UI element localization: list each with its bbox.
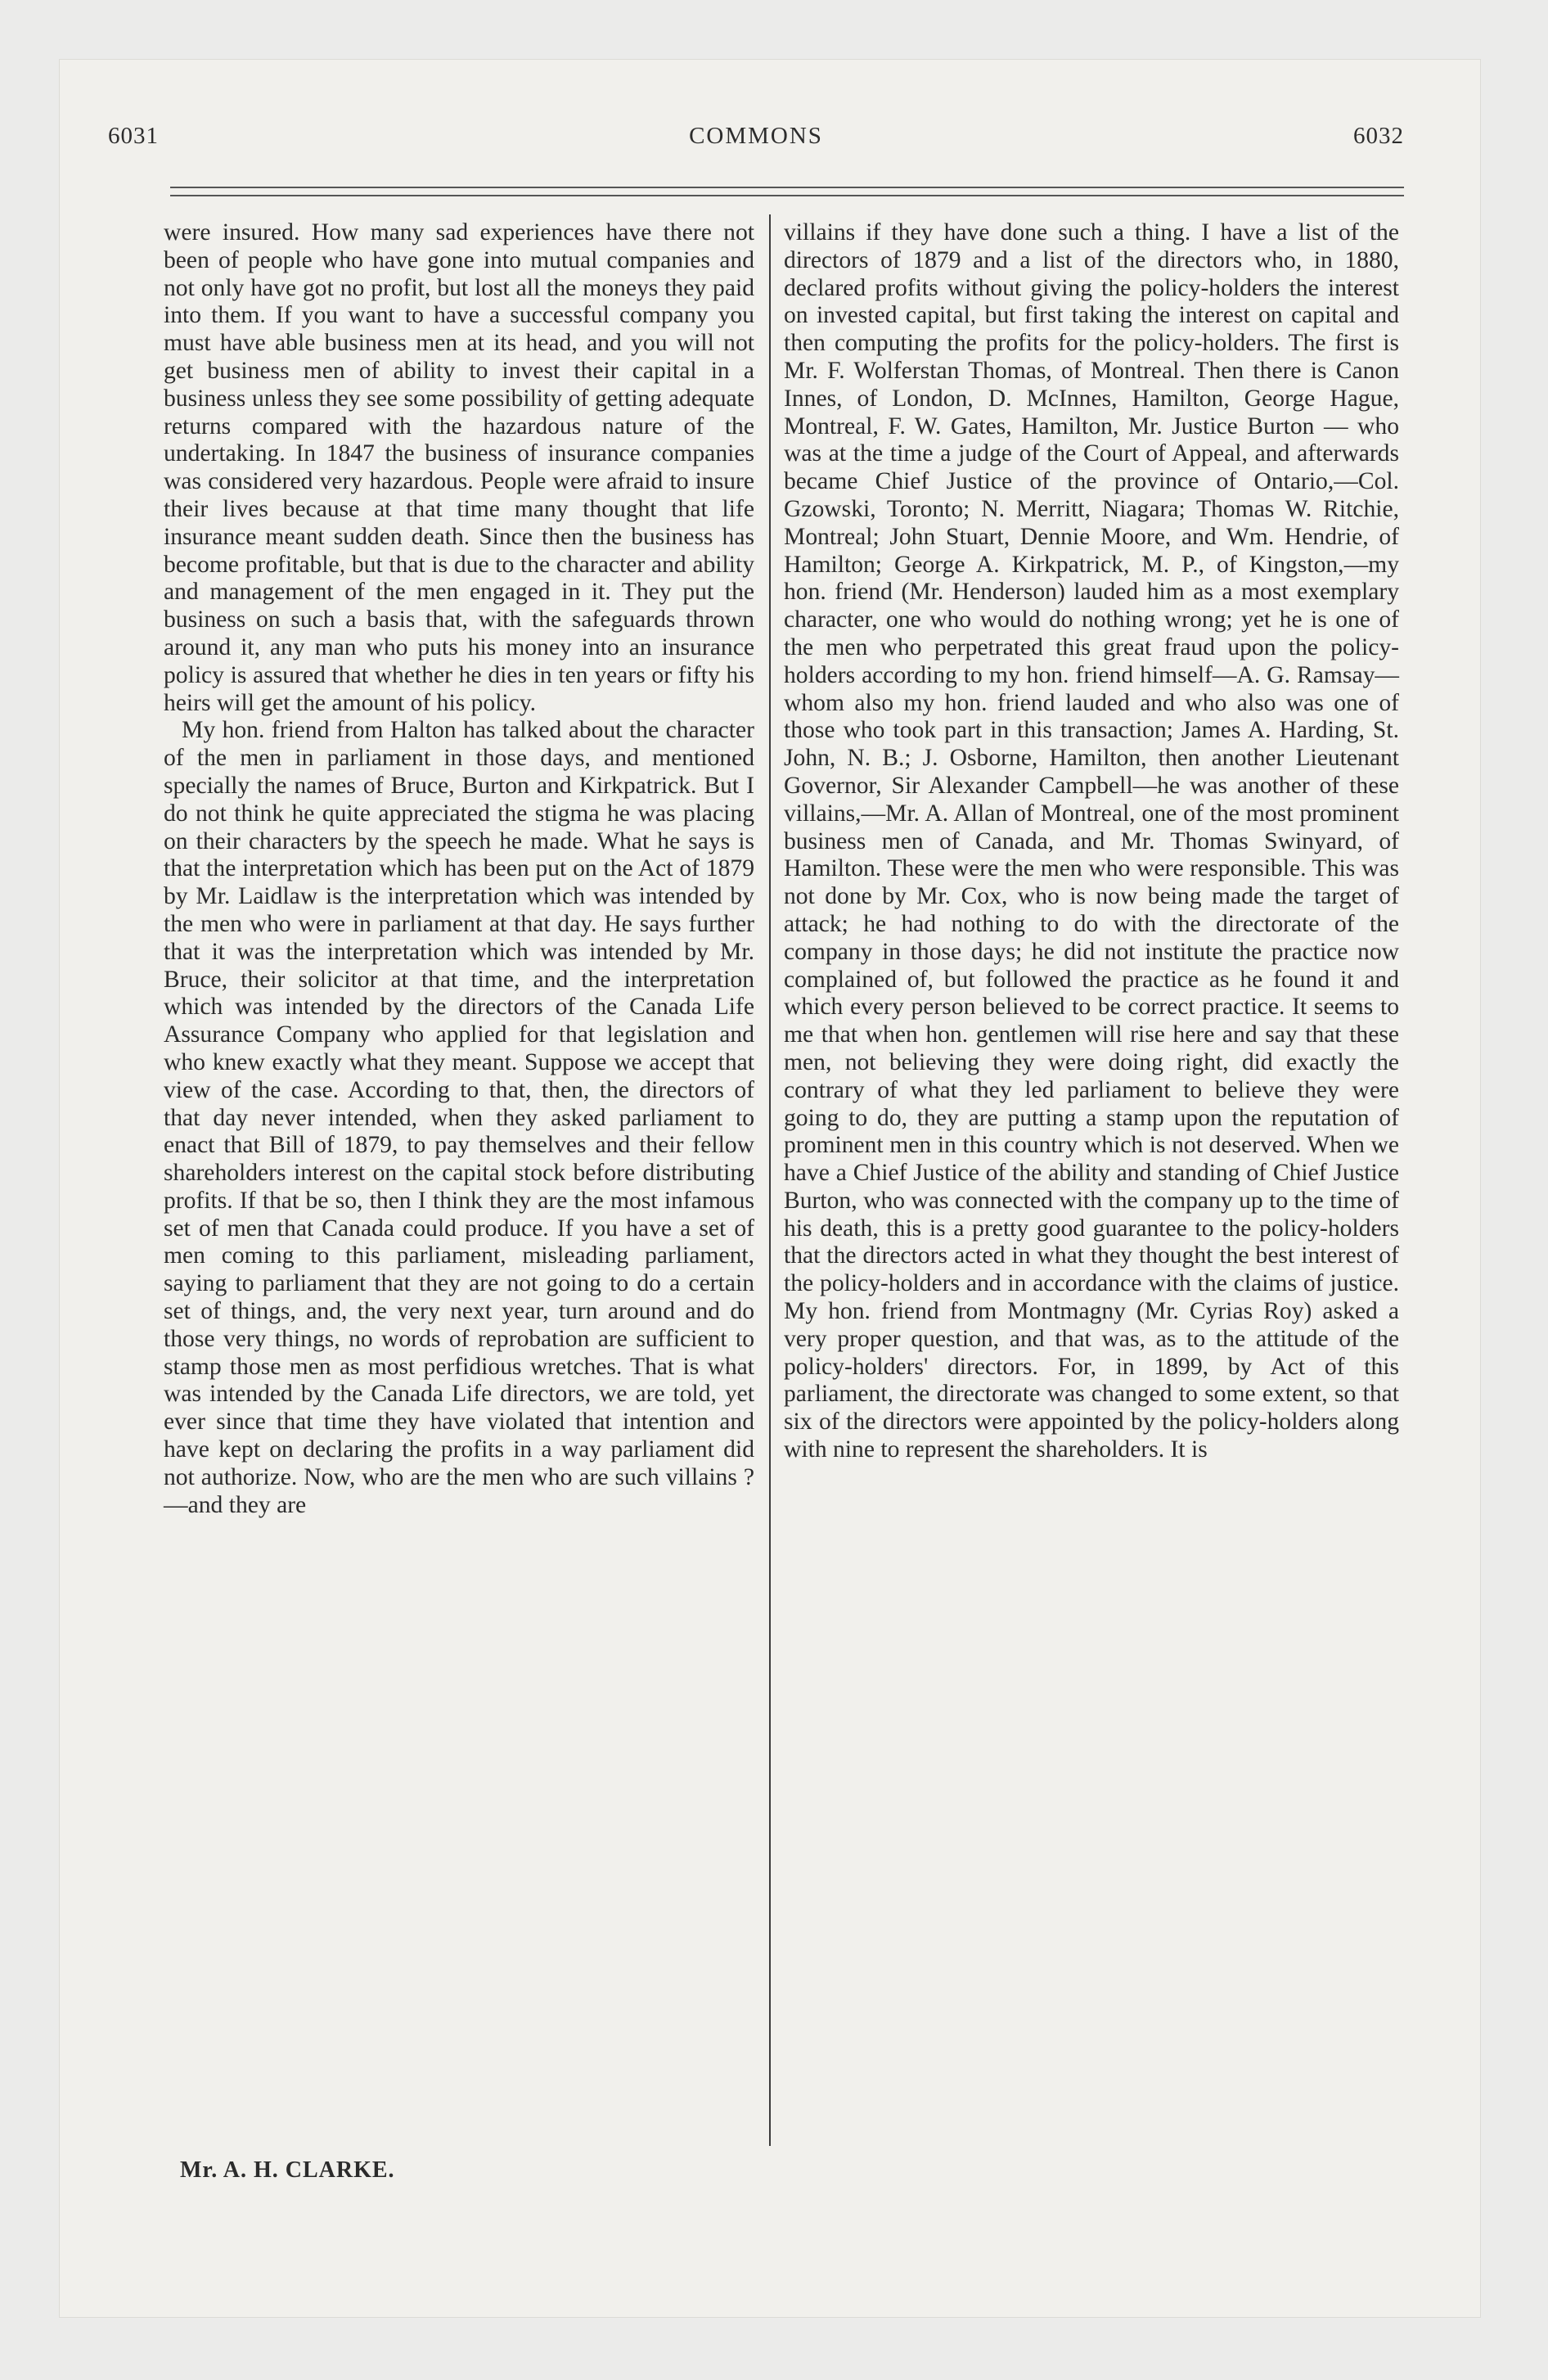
header-rule-bottom <box>170 195 1404 196</box>
header-rule-top <box>170 187 1404 188</box>
running-title: COMMONS <box>689 123 823 149</box>
right-paragraph-1: villains if they have done such a thing. I have a list of the directors of 1879 and a list of the directors who, in 1880, declared profits without giving the policy-holders the interest on invested capital, but first taking the interest on capital and then computing the profits for the policy-holders. The first is Mr. F. Wolferstan Thomas, of Montreal. Then there is Canon Innes, of London, D. McInnes, Hamilton, George Hague, Montreal, F. W. Gates, Hamilton, Mr. Justice Burton — who was at the time a judge of the Court of Appeal, and afterwards became Chief Justice of the province of Ontario,—Col. Gzowski, Toronto; N. Merritt, Niagara; Thomas W. Ritchie, Montreal; John Stuart, Dennie Moore, and Wm. Hendrie, of Hamilton; George A. Kirkpatrick, M. P., of Kingston,—my hon. friend (Mr. Henderson) lauded him as a most exemplary character, one who would do nothing wrong; yet he is one of the men who perpetrated this great fraud upon the policy-holders according to my hon. friend himself—A. G. Ramsay—whom also my hon. friend lauded and who also was one of those who took part in this transaction; James A. Harding, St. John, N. B.; J. Osborne, Hamilton, then another Lieutenant Governor, Sir Alexander Campbell—he was another of these villains,—Mr. A. Allan of Montreal, one of the most prominent business men of Canada, and Mr. Thomas Swinyard, of Hamilton. These were the men who were responsible. This was not done by Mr. Cox, who is now being made the target of attack; he had nothing to do with the directorate of the company in those days; he did not institute the practice now complained of, but followed the practice as he found it and which every person believed to be correct practice. It seems to me that when hon. gentlemen will rise here and say that these men, not believing they were doing right, did exactly the contrary of what they led parliament to believe they were going to do, they are putting a stamp upon the reputation of prominent men in this country which is not deserved. When we have a Chief Justice of the ability and standing of Chief Justice Burton, who was connected with the company up to the time of his death, this is a pretty good guarantee to the policy-holders that the directors acted in what they thought the best interest of the policy-holders and in accordance with the claims of justice. My hon. friend from Montmagny (Mr. Cyrias Roy) asked a very proper question, and that was, as to the attitude of the policy-holders' directors. For, in 1899, by Act of this parliament, the directorate was changed to some extent, so that six of the directors were appointed by the policy-holders along with nine to represent the shareholders. It is <box>784 219 1399 1463</box>
page-header <box>108 123 1404 164</box>
left-column <box>164 219 754 1519</box>
left-paragraph-2: My hon. friend from Halton has talked about the character of the men in parliament in those days, and mentioned specially the names of Bruce, Burton and Kirkpatrick. But I do not think he quite appreciated the stigma he was placing on their characters by the speech he made. What he says is that the interpretation which has been put on the Act of 1879 by Mr. Laidlaw is the interpretation which was intended by the men who were in parliament at that day. He says further that it was the interpretation which was intended by Mr. Bruce, their solicitor at that time, and the interpretation which was intended by the directors of the Canada Life Assurance Company who applied for that legislation and who knew exactly what they meant. Suppose we accept that view of the case. According to that, then, the directors of that day never intended, when they asked parliament to enact that Bill of 1879, to pay themselves and their fellow shareholders interest on the capital stock before distributing profits. If that be so, then I think they are the most infamous set of men that Canada could produce. If you have a set of men coming to this parliament, misleading parliament, saying to parliament that they are not going to do a certain set of things, and, the very next year, turn around and do those very things, no words of reprobation are sufficient to stamp those men as most perfidious wretches. That is what was intended by the Canada Life directors, we are told, yet ever since that time they have violated that intention and have kept on declaring the profits in a way parliament did not authorize. Now, who are the men who are such villains ?—and they are <box>164 717 754 1518</box>
right-column <box>784 219 1399 1464</box>
column-divider <box>769 214 771 2146</box>
page-number-left: 6031 <box>108 123 159 149</box>
speaker-name: Mr. A. H. CLARKE. <box>180 2157 395 2183</box>
left-paragraph-1: were insured. How many sad experiences have there not been of people who have gone into mutual companies and not only have got no profit, but lost all the moneys they paid into them. If you want to have a successful company you must have able business men at its head, and you will not get business men of ability to invest their capital in a business unless they see some possibility of getting adequate returns compared with the hazardous nature of the undertaking. In 1847 the business of insurance companies was considered very hazardous. People were afraid to insure their lives because at that time many thought that life insurance meant sudden death. Since then the business has become profitable, but that is due to the character and ability and management of the men engaged in it. They put the business on such a basis that, with the safeguards thrown around it, any man who puts his money into an insurance policy is assured that whether he dies in ten years or fifty his heirs will get the amount of his policy. <box>164 219 754 716</box>
page-number-right: 6032 <box>1353 123 1404 149</box>
